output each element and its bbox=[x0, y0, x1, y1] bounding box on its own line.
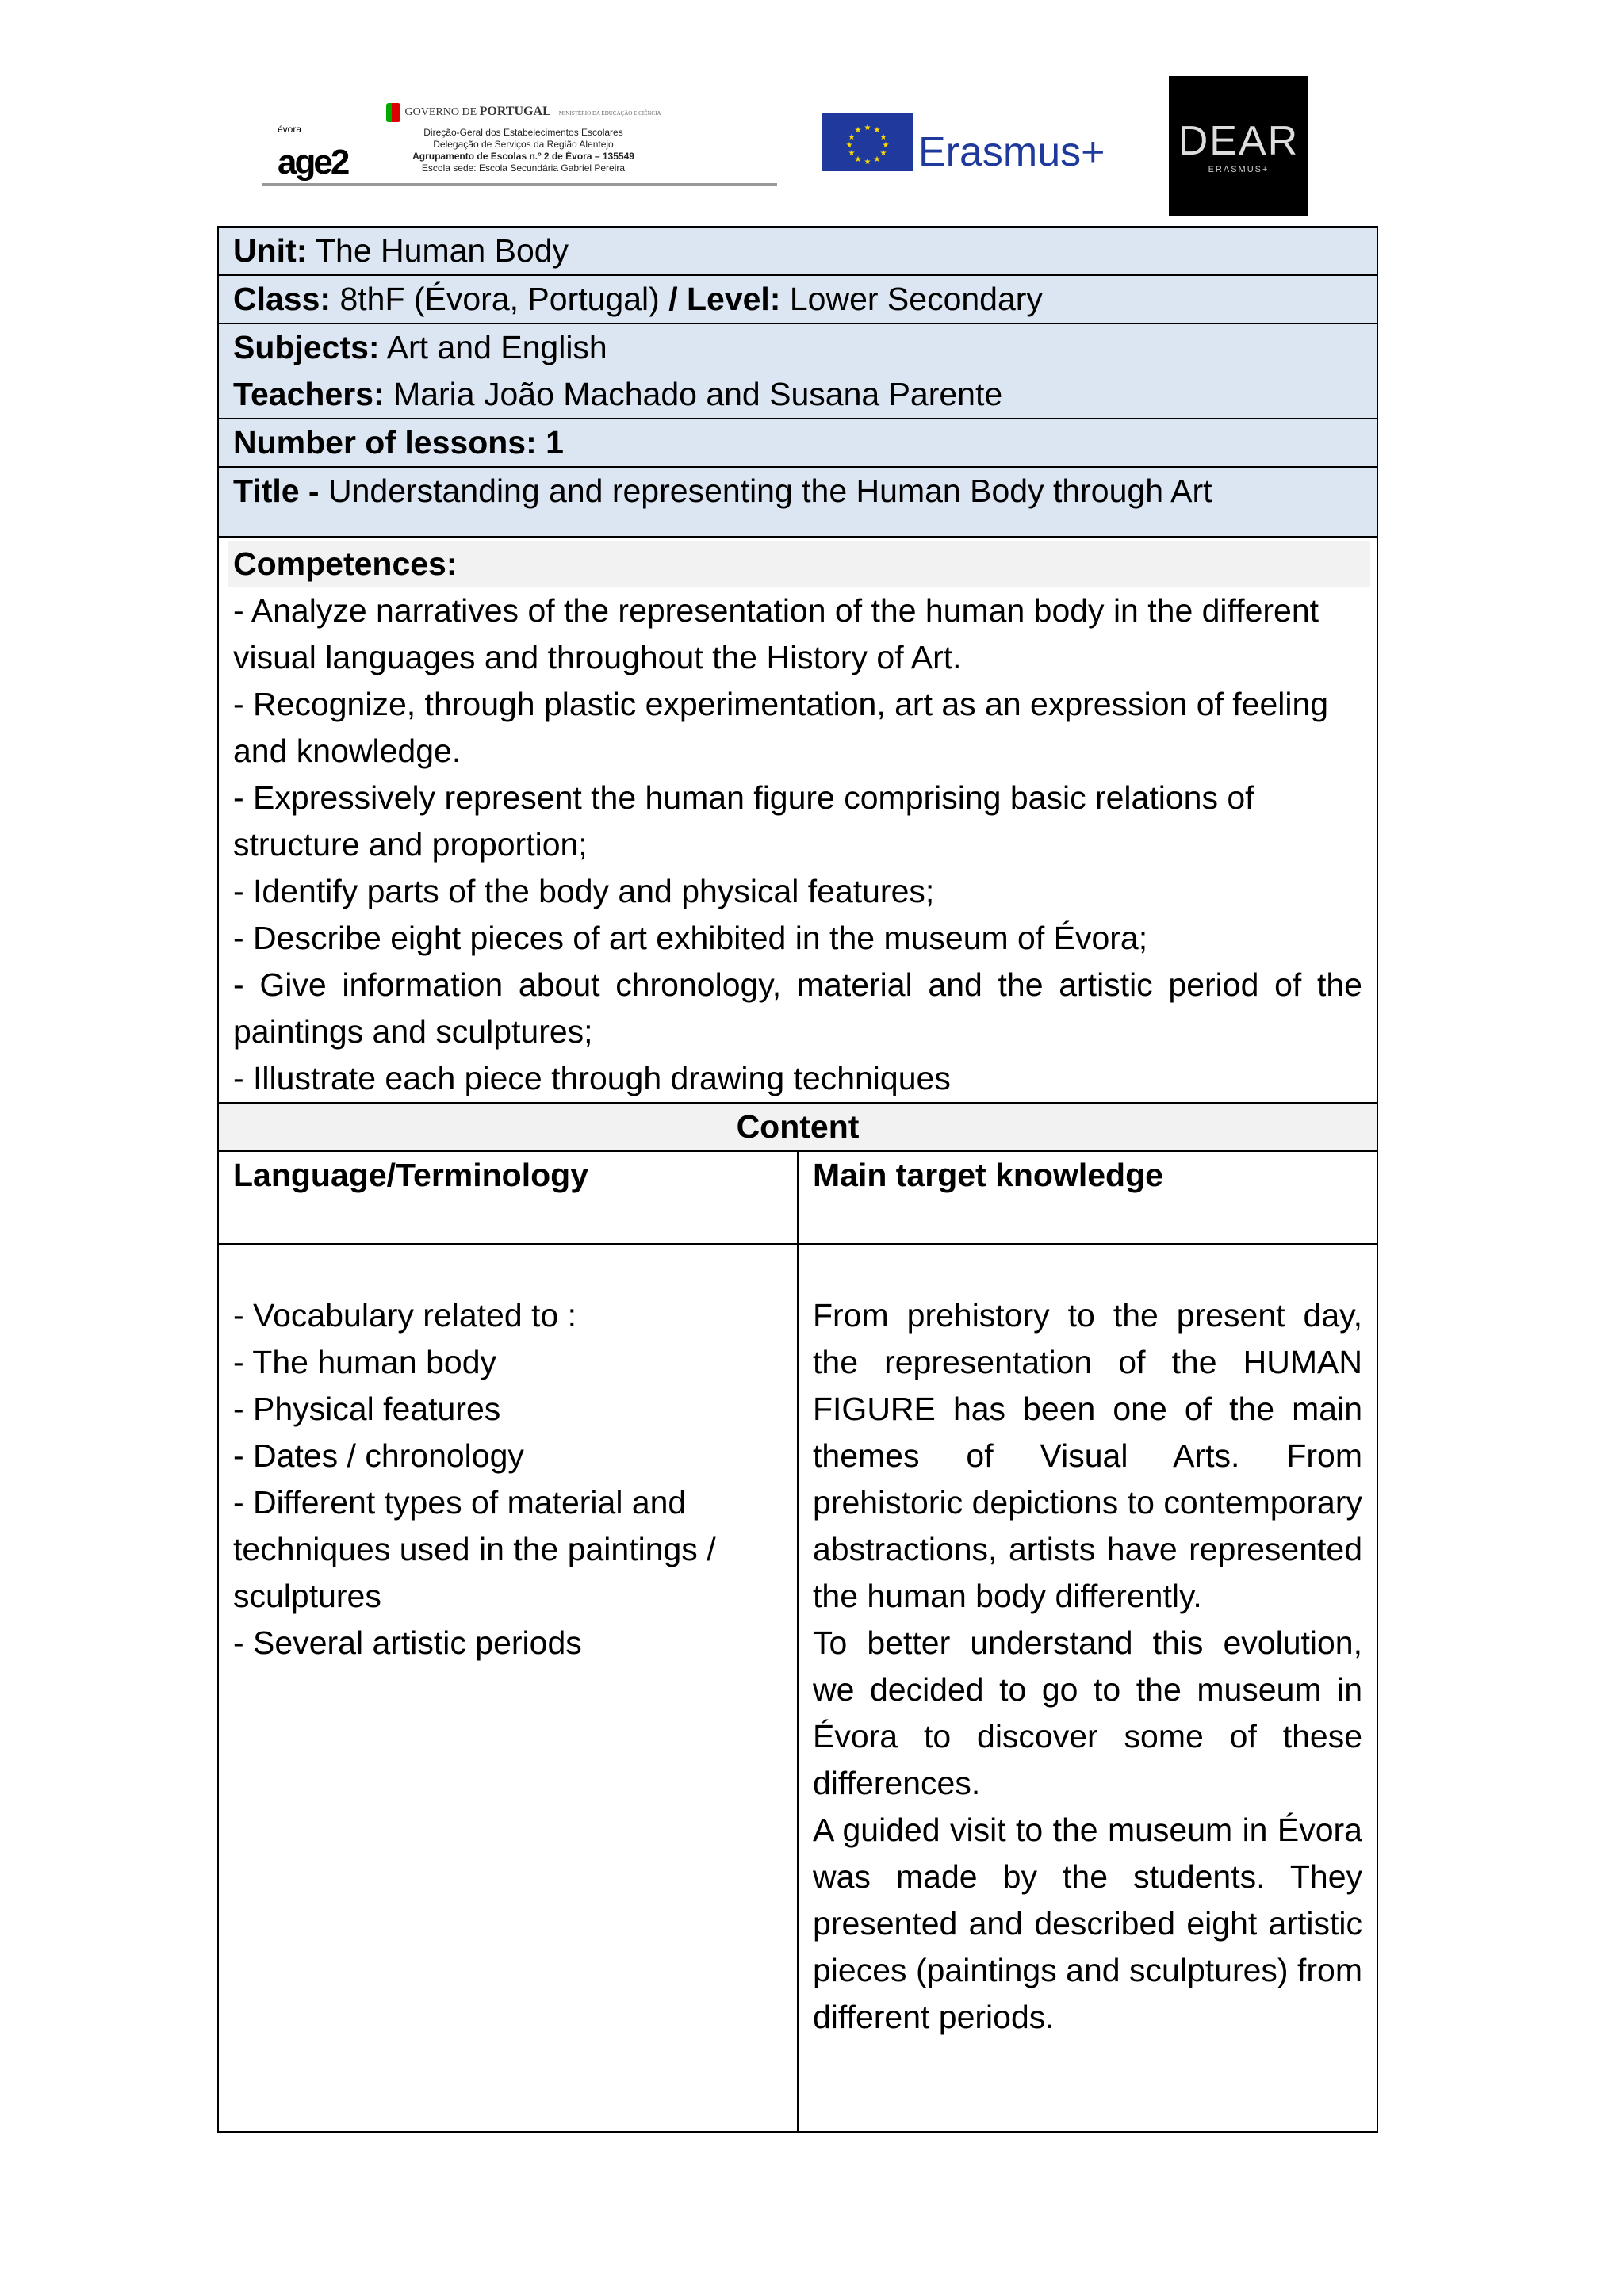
vocabulary-item: - Dates / chronology bbox=[233, 1437, 524, 1474]
competence-item: - Illustrate each piece through drawing techniques bbox=[233, 1060, 951, 1096]
svg-text:★: ★ bbox=[864, 158, 871, 166]
lesson-plan-table bbox=[217, 226, 1378, 2133]
knowledge-paragraph: From prehistory to the present day, the representation of the HUMAN FIGURE has been one of the main themes of Visual Arts. From prehistoric depictions to contemporary abstractions, artists have represented the human body differently. bbox=[813, 1297, 1362, 1614]
competence-item: - Identify parts of the body and physical features; bbox=[233, 873, 935, 909]
competences-row bbox=[218, 537, 1377, 1103]
vocabulary-item: - Physical features bbox=[233, 1391, 501, 1427]
subjects-label: Subjects: bbox=[233, 329, 380, 365]
dear-logo-sub: ERASMUS+ bbox=[1208, 165, 1270, 174]
competence-item: - Expressively represent the human figure comprising basic relations of structure and proportion; bbox=[233, 779, 1254, 863]
svg-text:★: ★ bbox=[845, 141, 853, 150]
age2-logo-small: évora bbox=[278, 124, 302, 135]
competence-item: - Recognize, through plastic experimentation, art as an expression of feeling and knowledge. bbox=[233, 686, 1329, 769]
svg-text:★: ★ bbox=[848, 149, 856, 158]
content-column-headers bbox=[218, 1151, 1377, 1244]
vocabulary-item: - The human body bbox=[233, 1344, 497, 1380]
teachers-value: Maria João Machado and Susana Parente bbox=[384, 376, 1003, 412]
portugal-flag-icon bbox=[386, 103, 400, 122]
svg-text:★: ★ bbox=[879, 149, 887, 158]
age2-logo bbox=[278, 124, 348, 182]
government-logo bbox=[373, 103, 674, 174]
main-target-knowledge-heading: Main target knowledge bbox=[813, 1157, 1163, 1193]
lessons-row bbox=[218, 419, 1377, 467]
lessons-label: Number of lessons: 1 bbox=[233, 424, 564, 461]
svg-text:★: ★ bbox=[882, 141, 890, 150]
class-label: Class: bbox=[233, 281, 331, 317]
vocabulary-item: - Different types of material and techniques used in the paintings / sculptures bbox=[233, 1484, 716, 1614]
header-logos bbox=[0, 0, 1624, 226]
vocabulary-item: - Vocabulary related to : bbox=[233, 1297, 577, 1334]
competence-item: - Give information about chronology, material and the artistic period of the paintings and sculptures; bbox=[233, 966, 1362, 1050]
language-terminology-heading: Language/Terminology bbox=[233, 1157, 588, 1193]
language-terminology-cell bbox=[218, 1244, 798, 2132]
gov-top2: PORTUGAL bbox=[479, 105, 551, 119]
age2-logo-text: age2 bbox=[278, 143, 348, 182]
competence-item: - Analyze narratives of the representation of the human body in the different visual languages and throughout the History of Art. bbox=[233, 592, 1320, 675]
vocabulary-item: - Several artistic periods bbox=[233, 1624, 582, 1661]
logo-divider bbox=[262, 183, 777, 186]
gov-line3: Agrupamento de Escolas n.º 2 de Évora – 135549 bbox=[412, 151, 634, 162]
level-value: Lower Secondary bbox=[780, 281, 1043, 317]
title-row bbox=[218, 467, 1377, 537]
svg-text:★: ★ bbox=[854, 155, 862, 164]
subjects-value: Art and English bbox=[379, 329, 607, 365]
gov-ministry: MINISTÉRIO DA EDUCAÇÃO E CIÊNCIA bbox=[558, 110, 661, 117]
gov-top1: GOVERNO DE bbox=[404, 106, 477, 119]
knowledge-paragraph: A guided visit to the museum in Évora was made by the students. They presented and described eight artistic pieces (paintings and sculptures) from different periods. bbox=[813, 1812, 1362, 2035]
gov-line1: Direção-Geral dos Estabelecimentos Escolares bbox=[423, 127, 623, 138]
svg-text:★: ★ bbox=[873, 155, 881, 164]
eu-flag-icon bbox=[822, 113, 913, 171]
gov-line2: Delegação de Serviços da Região Alentejo bbox=[433, 139, 614, 150]
unit-value: The Human Body bbox=[307, 232, 569, 269]
title-label: Title - bbox=[233, 473, 320, 509]
content-body-row bbox=[218, 1244, 1377, 2132]
class-row bbox=[218, 275, 1377, 323]
gov-line4: Escola sede: Escola Secundária Gabriel Pereira bbox=[421, 163, 626, 174]
title-value: Understanding and representing the Human Body through Art bbox=[319, 473, 1212, 509]
unit-row bbox=[218, 227, 1377, 275]
svg-text:★: ★ bbox=[848, 133, 856, 142]
dear-logo bbox=[1169, 76, 1308, 216]
unit-label: Unit: bbox=[233, 232, 308, 269]
competences-heading: Competences: bbox=[233, 545, 458, 582]
svg-text:★: ★ bbox=[864, 124, 871, 132]
main-target-knowledge-cell bbox=[798, 1244, 1377, 2132]
svg-text:★: ★ bbox=[879, 133, 887, 142]
knowledge-paragraph: To better understand this evolution, we decided to go to the museum in Évora to discover some of these differences. bbox=[813, 1624, 1362, 1801]
svg-text:★: ★ bbox=[854, 126, 862, 135]
subjects-row bbox=[218, 323, 1377, 419]
svg-text:★: ★ bbox=[873, 126, 881, 135]
teachers-label: Teachers: bbox=[233, 376, 385, 412]
dear-logo-text: DEAR bbox=[1178, 118, 1300, 164]
erasmus-logo: Erasmus+ bbox=[918, 129, 1105, 175]
competence-item: - Describe eight pieces of art exhibited in the museum of Évora; bbox=[233, 920, 1148, 956]
content-heading: Content bbox=[218, 1103, 1377, 1151]
class-value: 8thF (Évora, Portugal) bbox=[331, 281, 669, 317]
content-header-row bbox=[218, 1103, 1377, 1151]
level-label: / Level: bbox=[668, 281, 781, 317]
